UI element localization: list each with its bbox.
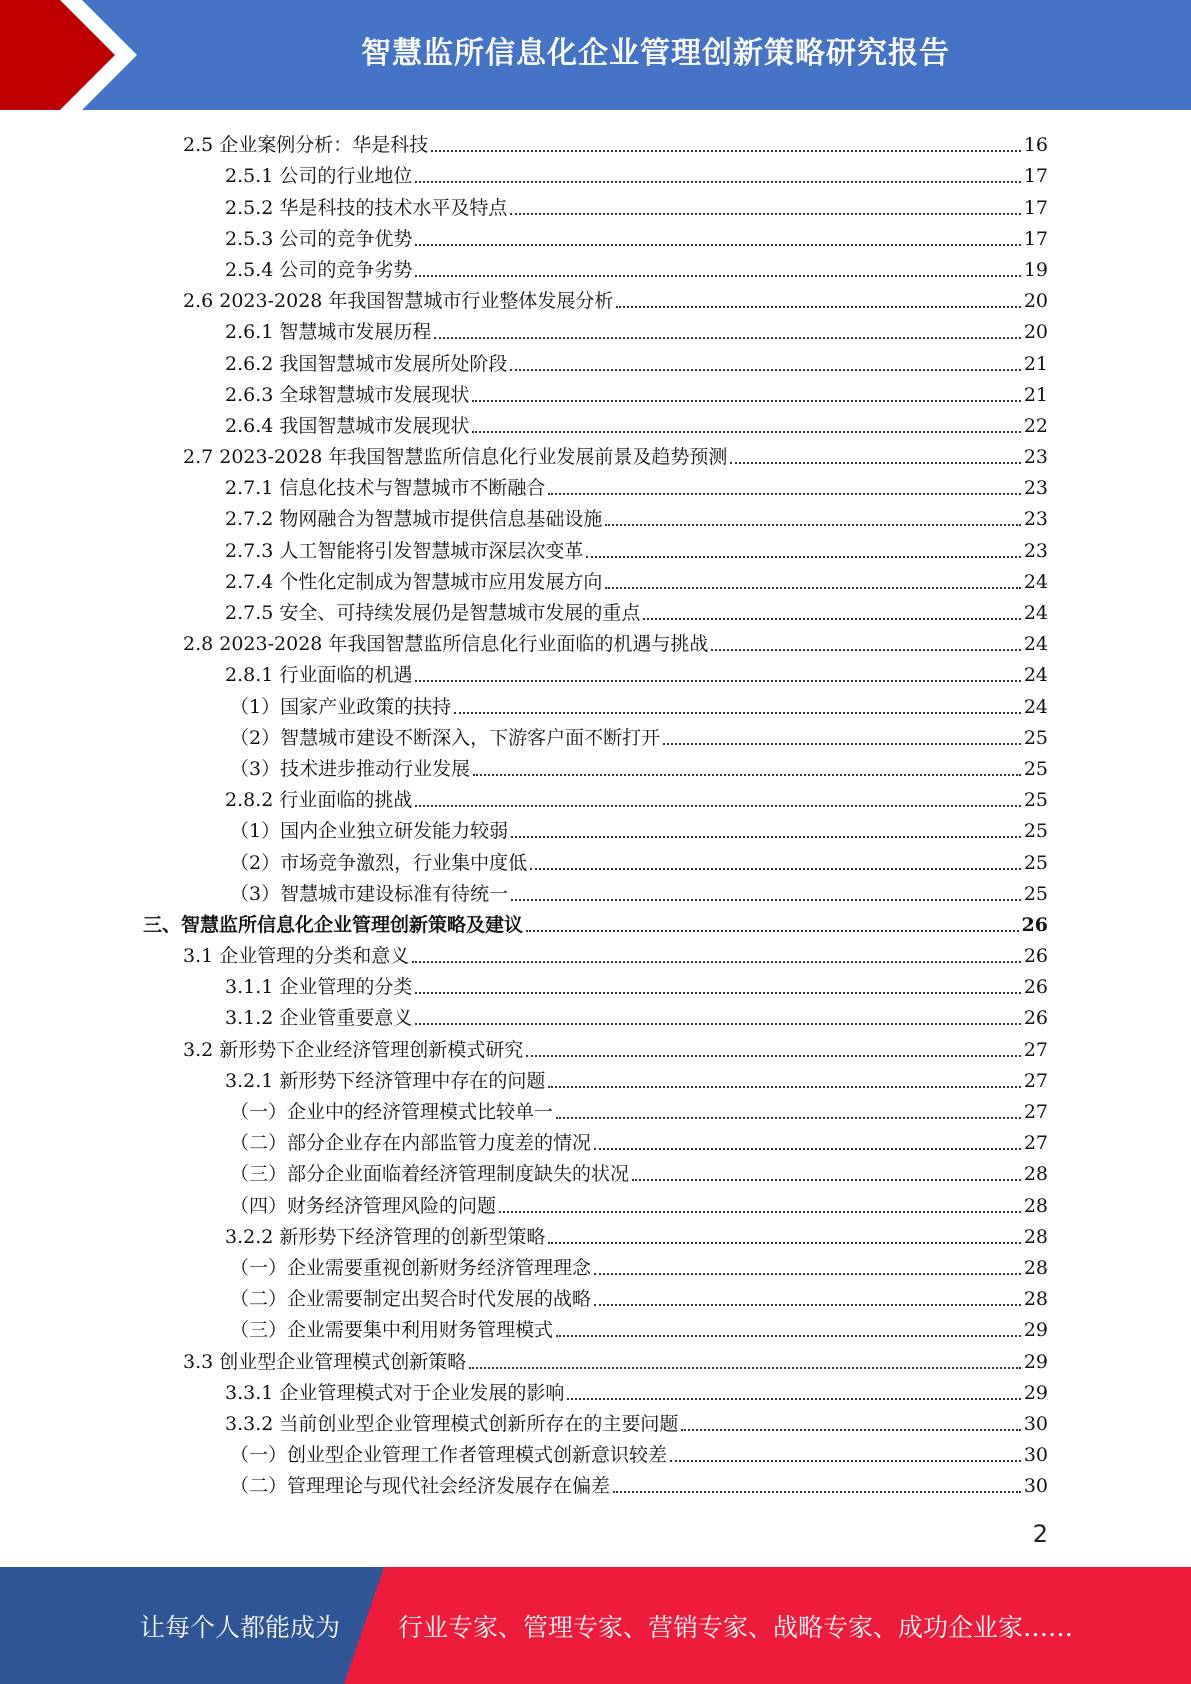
toc-entry[interactable] bbox=[0, 190, 1191, 221]
toc-entry-label: （2）智慧城市建设不断深入，下游客户面不断打开 bbox=[230, 726, 661, 749]
footer-slogan-right: 行业专家、管理专家、营销专家、战略专家、成功企业家…… bbox=[398, 1612, 1074, 1642]
toc-dot-leader bbox=[594, 1273, 1021, 1275]
toc-entry-label: 2.7 2023-2028 年我国智慧监所信息化行业发展前景及趋势预测 bbox=[183, 446, 728, 469]
toc-entry-page: 28 bbox=[1023, 1225, 1048, 1248]
toc-entry[interactable] bbox=[0, 409, 1191, 440]
toc-entry-page: 16 bbox=[1023, 134, 1048, 157]
toc-entry[interactable] bbox=[0, 222, 1191, 253]
toc-entry-page: 21 bbox=[1023, 352, 1048, 375]
toc-dot-leader bbox=[526, 1055, 1021, 1057]
toc-entry-label: （三）企业需要集中利用财务管理模式 bbox=[230, 1319, 554, 1342]
toc-entry[interactable] bbox=[0, 1282, 1191, 1313]
toc-entry-label: 2.6 2023-2028 年我国智慧城市行业整体发展分析 bbox=[183, 290, 614, 313]
toc-entry[interactable] bbox=[0, 752, 1191, 783]
toc-dot-leader bbox=[730, 462, 1020, 464]
toc-entry-label: （一）创业型企业管理工作者管理模式创新意识较差 bbox=[230, 1444, 668, 1467]
toc-entry-page: 24 bbox=[1023, 570, 1048, 593]
toc-entry[interactable] bbox=[0, 877, 1191, 908]
toc-dot-leader bbox=[663, 743, 1021, 745]
toc-entry[interactable] bbox=[0, 440, 1191, 471]
toc-entry-label: （三）部分企业面临着经济管理制度缺失的状况 bbox=[230, 1163, 630, 1186]
toc-entry-page: 23 bbox=[1023, 446, 1048, 469]
toc-entry-page: 25 bbox=[1023, 820, 1048, 843]
toc-entry-page: 25 bbox=[1023, 851, 1048, 874]
toc-dot-leader bbox=[499, 1211, 1021, 1213]
toc-dot-leader bbox=[415, 181, 1020, 183]
toc-dot-leader bbox=[434, 337, 1020, 339]
toc-entry-page: 20 bbox=[1023, 290, 1048, 313]
document-title: 智慧监所信息化企业管理创新策略研究报告 bbox=[361, 36, 950, 71]
toc-entry-page: 17 bbox=[1023, 227, 1048, 250]
toc-entry-page: 27 bbox=[1023, 1132, 1048, 1155]
toc-entry[interactable] bbox=[0, 1376, 1191, 1407]
toc-entry-label: 2.7.5 安全、可持续发展仍是智慧城市发展的重点 bbox=[225, 602, 641, 624]
toc-entry-label: 2.5.2 华是科技的技术水平及特点 bbox=[225, 196, 508, 219]
toc-entry[interactable] bbox=[0, 814, 1191, 845]
toc-entry-label: （二）企业需要制定出契合时代发展的战略 bbox=[230, 1288, 592, 1311]
toc-dot-leader bbox=[594, 1304, 1021, 1306]
toc-entry[interactable] bbox=[0, 783, 1191, 814]
toc-entry-label: 2.5.1 公司的行业地位 bbox=[225, 165, 413, 188]
toc-entry[interactable] bbox=[0, 596, 1191, 627]
toc-dot-leader bbox=[454, 712, 1021, 714]
toc-entry-page: 25 bbox=[1023, 726, 1048, 749]
toc-dot-leader bbox=[605, 524, 1020, 526]
toc-entry[interactable] bbox=[0, 1064, 1191, 1095]
toc-entry-label: 3.1.2 企业管重要意义 bbox=[225, 1007, 413, 1030]
toc-entry-label: 2.5.3 公司的竞争优势 bbox=[225, 227, 413, 250]
toc-entry-label: 2.6.3 全球智慧城市发展现状 bbox=[225, 383, 470, 406]
toc-entry-label: 3.3.1 企业管理模式对于企业发展的影响 bbox=[225, 1381, 565, 1404]
toc-entry[interactable] bbox=[0, 315, 1191, 346]
toc-entry-label: 3.2 新形势下企业经济管理创新模式研究 bbox=[183, 1038, 524, 1061]
toc-entry[interactable] bbox=[0, 471, 1191, 502]
toc-entry-page: 29 bbox=[1023, 1350, 1048, 1373]
toc-entry-page: 30 bbox=[1023, 1475, 1048, 1498]
toc-dot-leader bbox=[472, 431, 1020, 433]
toc-entry-page: 28 bbox=[1023, 1288, 1048, 1311]
toc-entry-page: 30 bbox=[1023, 1444, 1048, 1467]
toc-dot-leader bbox=[605, 587, 1020, 589]
toc-entry-page: 26 bbox=[1023, 976, 1048, 999]
toc-entry-label: 2.7.3 人工智能将引发智慧城市深层次变革 bbox=[225, 539, 584, 562]
toc-entry-label: 2.7.4 个性化定制成为智慧城市应用发展方向 bbox=[225, 570, 603, 593]
toc-entry-page: 28 bbox=[1023, 1194, 1048, 1217]
toc-dot-leader bbox=[556, 1117, 1021, 1119]
toc-entry-label: 3.3 创业型企业管理模式创新策略 bbox=[183, 1350, 467, 1373]
toc-entry[interactable] bbox=[0, 627, 1191, 658]
toc-entry[interactable] bbox=[0, 378, 1191, 409]
toc-entry[interactable] bbox=[0, 253, 1191, 284]
toc-entry-label: 2.6.1 智慧城市发展历程 bbox=[225, 321, 432, 344]
toc-entry[interactable] bbox=[0, 502, 1191, 533]
toc-entry-page: 28 bbox=[1023, 1256, 1048, 1279]
toc-dot-leader bbox=[643, 618, 1020, 620]
toc-entry-label: 2.8 2023-2028 年我国智慧监所信息化行业面临的机遇与挑战 bbox=[183, 633, 709, 656]
toc-entry-label: （一）企业需要重视创新财务经济管理理念 bbox=[230, 1256, 592, 1279]
toc-dot-leader bbox=[594, 1148, 1021, 1150]
toc-entry-label: 2.7.2 物网融合为智慧城市提供信息基础设施 bbox=[225, 508, 603, 531]
toc-entry-page: 22 bbox=[1023, 414, 1048, 437]
footer-banner bbox=[0, 1567, 1191, 1684]
toc-entry-page: 24 bbox=[1023, 602, 1048, 624]
toc-entry-page: 17 bbox=[1023, 196, 1048, 219]
toc-entry[interactable] bbox=[0, 128, 1191, 159]
toc-entry-page: 28 bbox=[1023, 1163, 1048, 1186]
toc-entry-label: （一）企业中的经济管理模式比较单一 bbox=[230, 1101, 554, 1123]
toc-entry-page: 29 bbox=[1023, 1319, 1048, 1342]
toc-entry-label: （3）技术进步推动行业发展 bbox=[230, 757, 471, 780]
toc-dot-leader bbox=[415, 992, 1020, 994]
toc-entry-page: 24 bbox=[1023, 664, 1048, 687]
toc-entry-page: 25 bbox=[1023, 789, 1048, 812]
toc-entry-label: 2.6.2 我国智慧城市发展所处阶段 bbox=[225, 352, 508, 375]
toc-entry-page: 21 bbox=[1023, 383, 1048, 406]
toc-entry-page: 26 bbox=[1023, 1007, 1048, 1030]
toc-entry-label: （1）国内企业独立研发能力较弱 bbox=[230, 820, 509, 843]
footer-slogan-left: 让每个人都能成为 bbox=[140, 1612, 341, 1642]
toc-dot-leader bbox=[616, 306, 1020, 308]
toc-entry[interactable] bbox=[0, 1313, 1191, 1344]
toc-dot-leader bbox=[469, 1367, 1021, 1369]
toc-entry[interactable] bbox=[0, 1469, 1191, 1500]
toc-entry-page: 27 bbox=[1023, 1101, 1048, 1123]
toc-entry-page: 29 bbox=[1023, 1381, 1048, 1404]
toc-entry[interactable] bbox=[0, 1220, 1191, 1251]
toc-dot-leader bbox=[586, 556, 1020, 558]
toc-dot-leader bbox=[510, 369, 1020, 371]
toc-entry-label: 3.1.1 企业管理的分类 bbox=[225, 976, 413, 999]
toc-entry-page: 26 bbox=[1023, 945, 1048, 968]
toc-entry-label: 2.8.1 行业面临的机遇 bbox=[225, 664, 413, 687]
toc-dot-leader bbox=[415, 1023, 1020, 1025]
toc-entry-label: 2.8.2 行业面临的挑战 bbox=[225, 789, 413, 812]
toc-dot-leader bbox=[681, 1429, 1020, 1431]
toc-entry-label: 2.5 企业案例分析：华是科技 bbox=[183, 134, 429, 157]
toc-entry[interactable] bbox=[0, 1344, 1191, 1375]
toc-dot-leader bbox=[412, 961, 1021, 963]
toc-dot-leader bbox=[472, 400, 1020, 402]
toc-entry[interactable] bbox=[0, 1188, 1191, 1219]
toc-entry-page: 30 bbox=[1023, 1412, 1048, 1435]
toc-entry[interactable] bbox=[0, 908, 1191, 939]
toc-entry[interactable] bbox=[0, 533, 1191, 564]
toc-entry[interactable] bbox=[0, 284, 1191, 315]
toc-entry-label: （四）财务经济管理风险的问题 bbox=[230, 1194, 497, 1217]
header-arrow-decoration bbox=[0, 0, 150, 110]
toc-entry-label: 3.1 企业管理的分类和意义 bbox=[183, 945, 410, 968]
toc-entry[interactable] bbox=[0, 721, 1191, 752]
toc-entry[interactable] bbox=[0, 1126, 1191, 1157]
toc-entry-page: 20 bbox=[1023, 321, 1048, 344]
toc-entry-page: 24 bbox=[1023, 633, 1048, 656]
toc-dot-leader bbox=[548, 1086, 1020, 1088]
toc-entry[interactable] bbox=[0, 658, 1191, 689]
toc-dot-leader bbox=[548, 1242, 1020, 1244]
toc-dot-leader bbox=[415, 244, 1020, 246]
toc-dot-leader bbox=[415, 680, 1020, 682]
toc-dot-leader bbox=[526, 930, 1019, 932]
toc-dot-leader bbox=[556, 1335, 1021, 1337]
toc-entry-label: 3.2.1 新形势下经济管理中存在的问题 bbox=[225, 1069, 546, 1092]
toc-entry-label: 2.5.4 公司的竞争劣势 bbox=[225, 258, 413, 281]
toc-entry[interactable] bbox=[0, 845, 1191, 876]
toc-dot-leader bbox=[473, 774, 1021, 776]
toc-entry-label: 3.2.2 新形势下经济管理的创新型策略 bbox=[225, 1225, 546, 1248]
toc-dot-leader bbox=[613, 1491, 1021, 1493]
toc-entry-page: 25 bbox=[1023, 757, 1048, 780]
toc-dot-leader bbox=[530, 868, 1021, 870]
toc-dot-leader bbox=[711, 649, 1020, 651]
toc-entry-label: （1）国家产业政策的扶持 bbox=[230, 695, 452, 718]
toc-entry-label: 三、智慧监所信息化企业管理创新策略及建议 bbox=[143, 913, 524, 936]
toc-entry[interactable] bbox=[0, 689, 1191, 720]
toc-entry[interactable] bbox=[0, 1001, 1191, 1032]
toc-entry[interactable] bbox=[0, 1032, 1191, 1063]
toc-dot-leader bbox=[670, 1460, 1021, 1462]
toc-dot-leader bbox=[431, 150, 1021, 152]
toc-entry-label: （二）管理理论与现代社会经济发展存在偏差 bbox=[230, 1475, 611, 1498]
toc-dot-leader bbox=[511, 899, 1021, 901]
toc-entry-page: 23 bbox=[1023, 477, 1048, 500]
toc-entry[interactable] bbox=[0, 1095, 1191, 1126]
toc-entry[interactable] bbox=[0, 1407, 1191, 1438]
toc-dot-leader bbox=[415, 805, 1020, 807]
toc-entry[interactable] bbox=[0, 939, 1191, 970]
toc-entry-page: 17 bbox=[1023, 165, 1048, 188]
toc-entry-label: （3）智慧城市建设标准有待统一 bbox=[230, 882, 509, 905]
table-of-contents bbox=[0, 128, 1191, 1500]
toc-dot-leader bbox=[632, 1179, 1021, 1181]
toc-entry[interactable] bbox=[0, 159, 1191, 190]
toc-entry-label: 3.3.2 当前创业型企业管理模式创新所存在的主要问题 bbox=[225, 1412, 679, 1435]
toc-entry-page: 23 bbox=[1023, 539, 1048, 562]
toc-entry-page: 27 bbox=[1023, 1038, 1048, 1061]
toc-dot-leader bbox=[511, 836, 1021, 838]
page-number: 2 bbox=[1032, 1520, 1048, 1548]
toc-dot-leader bbox=[548, 493, 1020, 495]
toc-entry-page: 25 bbox=[1023, 882, 1048, 905]
toc-entry[interactable] bbox=[0, 1251, 1191, 1282]
toc-entry-label: 2.6.4 我国智慧城市发展现状 bbox=[225, 414, 470, 437]
toc-entry-page: 23 bbox=[1023, 508, 1048, 531]
toc-entry[interactable] bbox=[0, 565, 1191, 596]
toc-entry-label: 2.7.1 信息化技术与智慧城市不断融合 bbox=[225, 477, 546, 500]
toc-entry-label: （二）部分企业存在内部监管力度差的情况 bbox=[230, 1132, 592, 1155]
toc-entry[interactable] bbox=[0, 1438, 1191, 1469]
toc-entry-page: 26 bbox=[1021, 913, 1048, 936]
toc-entry-page: 24 bbox=[1023, 695, 1048, 718]
toc-entry[interactable] bbox=[0, 346, 1191, 377]
toc-entry-label: （2）市场竞争激烈，行业集中度低 bbox=[230, 851, 528, 874]
header-banner bbox=[0, 0, 1191, 110]
toc-entry[interactable] bbox=[0, 970, 1191, 1001]
toc-dot-leader bbox=[415, 275, 1020, 277]
toc-entry-page: 19 bbox=[1023, 258, 1048, 281]
toc-dot-leader bbox=[510, 213, 1020, 215]
toc-dot-leader bbox=[567, 1398, 1020, 1400]
toc-entry[interactable] bbox=[0, 1157, 1191, 1188]
toc-entry-page: 27 bbox=[1023, 1069, 1048, 1092]
